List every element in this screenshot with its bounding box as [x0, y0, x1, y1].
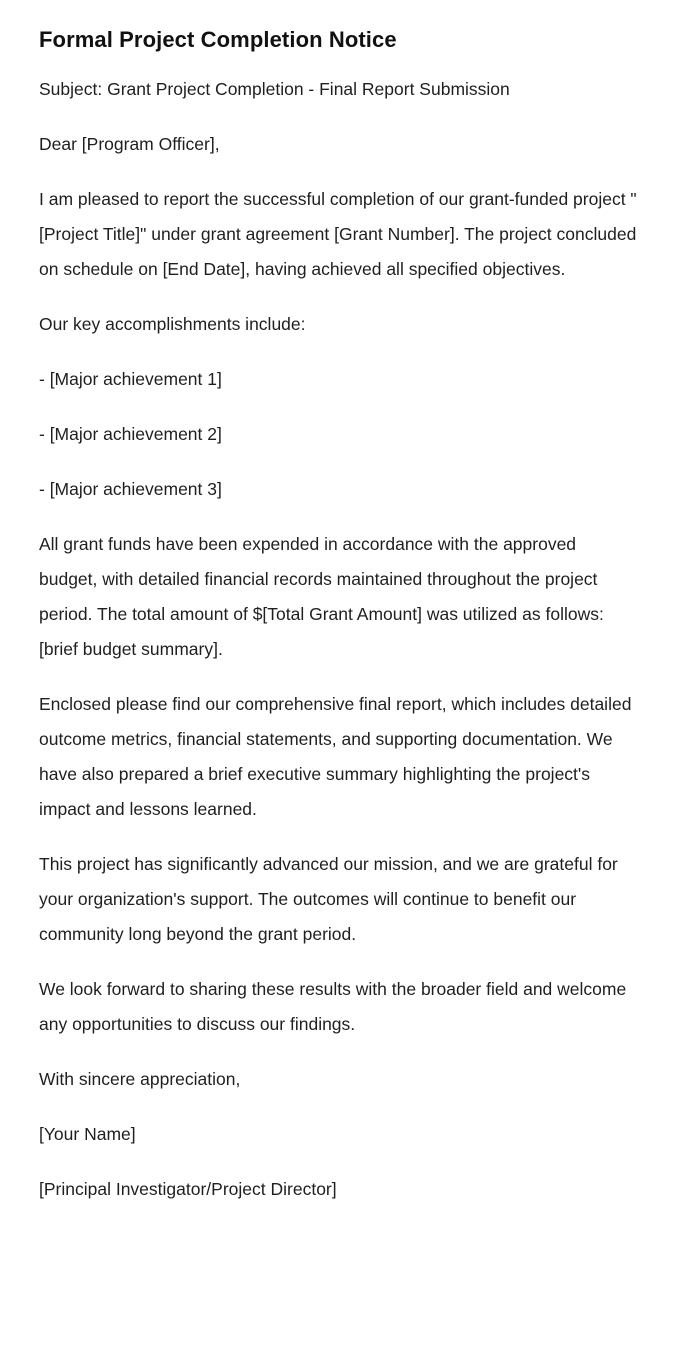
accomplishment-item-1: - [Major achievement 1]: [39, 369, 222, 389]
body-paragraph-impact: This project has significantly advanced our mission, and we are grateful for your organization's support. The outcomes will continue to benefit our community long beyond the grant period.: [39, 854, 618, 944]
salutation: Dear [Program Officer],: [39, 134, 220, 154]
subject-line: Subject: Grant Project Completion - Final Report Submission: [39, 79, 510, 99]
accomplishment-item-3: - [Major achievement 3]: [39, 479, 222, 499]
body-paragraph-looking-forward: We look forward to sharing these results with the broader field and welcome any opportunities to discuss our findings.: [39, 979, 627, 1034]
document-title: Formal Project Completion Notice: [39, 27, 397, 52]
body-paragraph-enclosed-report: Enclosed please find our comprehensive final report, which includes detailed outcome metrics, financial statements, and supporting documentation. We have also prepared a brief executive summary highlighting the project's impact and lessons learned.: [39, 694, 632, 819]
signature-title: [Principal Investigator/Project Director]: [39, 1179, 337, 1199]
closing: With sincere appreciation,: [39, 1069, 241, 1089]
body-paragraph-completion: I am pleased to report the successful completion of our grant-funded project "[Project Title]" under grant agreement [Grant Number]. The project concluded on schedule on [End Date], having achieved all specified objectives.: [39, 189, 637, 279]
accomplishments-intro: Our key accomplishments include:: [39, 314, 306, 334]
accomplishment-item-2: - [Major achievement 2]: [39, 424, 222, 444]
signature-name: [Your Name]: [39, 1124, 136, 1144]
body-paragraph-funds: All grant funds have been expended in accordance with the approved budget, with detailed financial records maintained throughout the project period. The total amount of $[Total Grant Amount] was utilized as follows: [brief budget summary].: [39, 534, 604, 659]
